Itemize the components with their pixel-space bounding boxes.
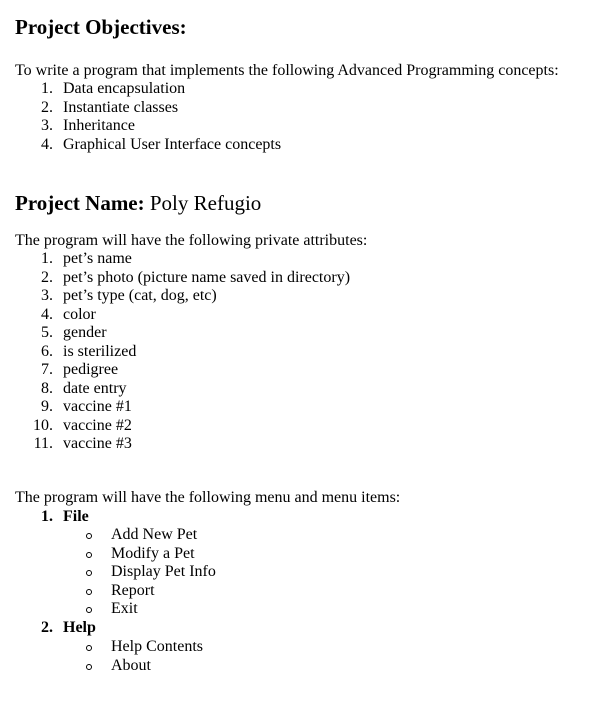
menu-intro: The program will have the following menu and menu items:: [15, 489, 401, 506]
circle-bullet-icon: [86, 664, 92, 670]
circle-bullet-icon: [86, 645, 92, 651]
circle-bullet-icon: [86, 552, 92, 558]
objectives-heading: Project Objectives:: [15, 15, 187, 39]
document-page: Project Objectives: To write a program that implements the following Advanced Programming concepts: 1. Data encapsulation 2. Instantiate classes 3. Inheritance 4. Graphical User Interface concepts Project Name: Poly Refugio The program will have the following private attributes: 1. pet’s name 2. pet’s photo (picture name saved in directory) 3. pet’s type (cat, dog, etc) 4. color 5. gender 6. is sterilized 7. pedigree 8. date entry 9. vaccine #1 10. vaccine #2 11. vaccine #3 The program will have the following menu and menu items: 1. File Add New Pet Modify a Pet Display Pet Info Report Exit 2. Help Help Contents About: [15, 15, 559, 674]
circle-bullet-icon: [86, 533, 92, 539]
circle-bullet-icon: [86, 589, 92, 595]
project-name-value: Poly Refugio: [144, 191, 262, 215]
objectives-intro: To write a program that implements the following Advanced Programming concepts:: [15, 62, 559, 79]
attributes-intro: The program will have the following private attributes:: [15, 232, 368, 249]
project-name-label: Project Name:: [15, 191, 145, 215]
circle-bullet-icon: [86, 570, 92, 576]
project-name-heading: [15, 190, 261, 216]
circle-bullet-icon: [86, 607, 92, 613]
